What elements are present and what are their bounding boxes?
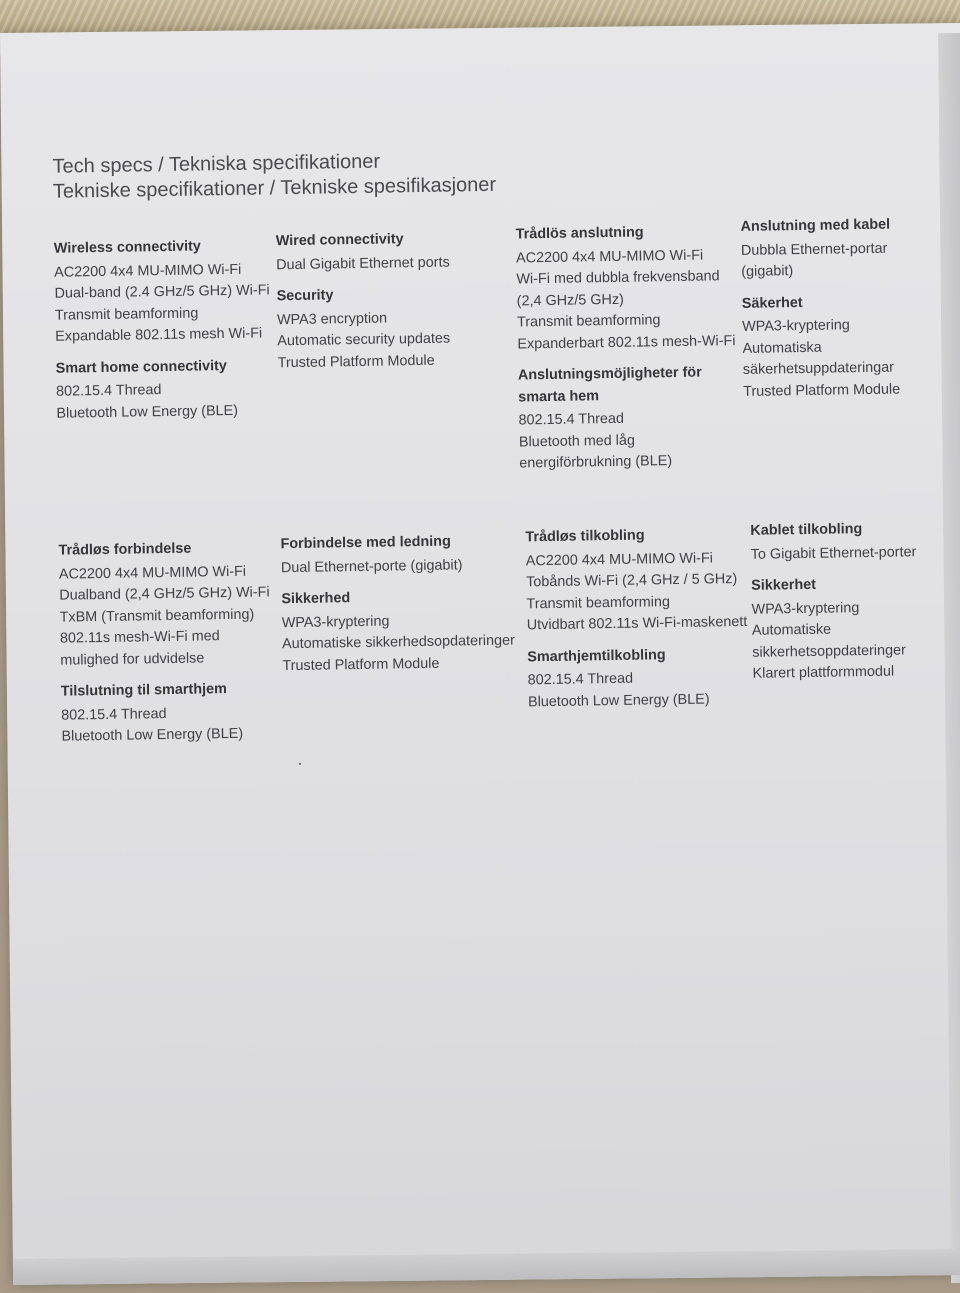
spec-heading: Smart home connectivity <box>55 357 227 377</box>
spec-heading: Trådlös anslutning <box>515 224 644 243</box>
spec-item: To Gigabit Ethernet-porter <box>750 543 917 563</box>
title-line-1: Tech specs / Tekniska specifikationer <box>52 150 381 178</box>
spec-heading: Wired connectivity <box>275 231 404 250</box>
spec-heading: Anslutning med kabel <box>740 216 891 235</box>
spec-item: WPA3-kryptering <box>751 599 860 618</box>
spec-item: Automatiske sikkerhetsoppdateringer <box>751 621 906 661</box>
spec-item: AC2200 4x4 MU-MIMO Wi-Fi <box>58 563 247 583</box>
spec-item: Automatiska säkerhetsuppdateringar <box>742 339 895 378</box>
spec-heading: Trådløs tilkobling <box>525 527 645 546</box>
spec-item: Transmit beamforming <box>516 312 661 331</box>
spec-item: Dual Ethernet-porte (gigabit) <box>280 556 463 576</box>
spec-heading: Security <box>276 287 334 305</box>
spec-item: Utvidbart 802.11s Wi-Fi-maskenett <box>526 613 748 634</box>
spec-column-da-right <box>280 531 517 678</box>
spec-item: Dual Gigabit Ethernet ports <box>276 254 450 273</box>
spec-heading: Smarthjemtilkobling <box>527 646 666 665</box>
spec-item: TxBM (Transmit beamforming) <box>59 606 255 626</box>
spec-item: Bluetooth med låg energiförbrukning (BLE) <box>518 432 673 472</box>
spec-item: 802.15.4 Thread <box>61 705 167 724</box>
spec-item: Bluetooth Low Energy (BLE) <box>61 725 244 745</box>
spec-item: Expandable 802.11s mesh Wi-Fi <box>55 325 263 345</box>
spec-item: Expanderbart 802.11s mesh-Wi-Fi <box>517 332 736 352</box>
spec-item: Transmit beamforming <box>526 593 671 612</box>
spec-item: Automatic security updates <box>277 330 451 350</box>
page-title <box>52 145 653 204</box>
spec-heading: Forbindelse med ledning <box>280 533 451 553</box>
spec-item: Bluetooth Low Energy (BLE) <box>56 402 239 422</box>
spec-item: WPA3-kryptering <box>281 612 390 631</box>
spec-item: Bluetooth Low Energy (BLE) <box>527 690 710 710</box>
spec-item: 802.11s mesh-Wi-Fi med mulighed for udvidelse <box>59 628 220 669</box>
spec-heading: Sikkerhed <box>281 590 351 608</box>
spec-heading: Tilslutning til smarthjem <box>60 681 227 700</box>
spec-item: Automatiske sikkerhedsopdateringer <box>281 632 515 653</box>
spec-item: 802.15.4 Thread <box>527 670 634 689</box>
spec-item: Dualband (2,4 GHz/5 GHz) Wi-Fi <box>59 584 270 604</box>
spec-heading: Säkerhet <box>741 294 803 312</box>
spec-heading: Anslutningsmöjligheter för smarta hem <box>517 364 702 405</box>
spec-column-da-left <box>58 537 276 748</box>
title-line-2: Tekniske specifikationer / Tekniske spesifikasjoner <box>52 173 497 203</box>
spec-column-en-left <box>54 235 292 425</box>
spec-column-no-left <box>525 524 753 714</box>
spec-item: 802.15.4 Thread <box>518 410 625 429</box>
spec-item: Dubbla Ethernet-portar (gigabit) <box>740 240 888 280</box>
spec-item: Trusted Platform Module <box>743 380 901 400</box>
spec-item: 802.15.4 Thread <box>55 382 162 400</box>
spec-item: AC2200 4x4 MU-MIMO Wi-Fi <box>525 549 714 569</box>
spec-heading: Trådløs forbindelse <box>58 540 192 559</box>
spec-item: Tobånds Wi-Fi (2,4 GHz / 5 GHz) <box>526 571 738 591</box>
spec-column-en-right <box>276 228 513 375</box>
spec-heading: Wireless connectivity <box>53 238 202 257</box>
spec-item: Klarert plattformmodul <box>752 663 895 682</box>
spec-item: WPA3-kryptering <box>742 317 850 335</box>
spec-column-sv-left <box>516 221 750 475</box>
spec-heading: Sikkerhet <box>751 576 817 594</box>
spec-item: Dual-band (2.4 GHz/5 GHz) Wi-Fi <box>54 282 270 302</box>
spec-item: Trusted Platform Module <box>282 655 440 674</box>
spec-heading: Kablet tilkobling <box>750 521 863 539</box>
spec-column-no-right <box>750 518 953 686</box>
spec-column-sv-right <box>740 214 943 403</box>
spec-item: AC2200 4x4 MU-MIMO Wi-Fi <box>54 261 242 281</box>
spec-item: Trusted Platform Module <box>277 352 435 371</box>
print-speck <box>299 763 301 765</box>
spec-item: WPA3 encryption <box>276 309 388 328</box>
spec-item: Wi-Fi med dubbla frekvensband (2,4 GHz/5 GHz) <box>516 268 720 309</box>
spec-item: AC2200 4x4 MU-MIMO Wi-Fi <box>515 247 704 266</box>
spec-item: Transmit beamforming <box>54 304 199 324</box>
